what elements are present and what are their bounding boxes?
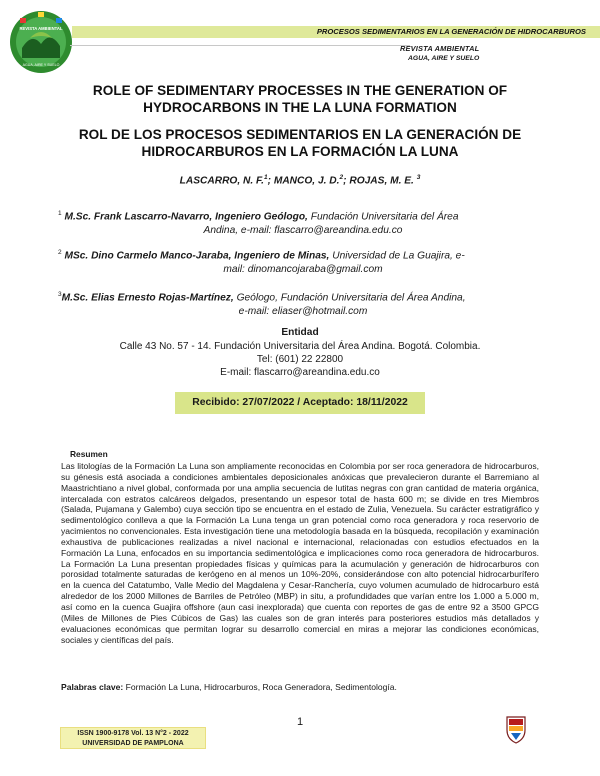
header-divider: [70, 45, 410, 46]
affiliation-email: Andina, e-mail: flascarro@areandina.edu.co: [203, 225, 403, 237]
author-sup: 2: [339, 174, 344, 181]
title-english-line: HYDROCARBONS IN THE LA LUNA FORMATION: [143, 100, 457, 115]
running-title: PROCESOS SEDIMENTARIOS EN LA GENERACIÓN DE HIDROCARBUROS: [316, 27, 586, 36]
university-crest-icon: [505, 714, 527, 744]
affiliation-institution: Geólogo, Fundación Universitaria del Área Andina,: [233, 292, 466, 304]
journal-logo: [8, 8, 74, 76]
issn-text: ISSN 1900-9178 Vol. 13 N°2 - 2022: [77, 730, 189, 737]
logo-text-top: REVISTA AMBIENTAL: [19, 26, 63, 31]
title-spanish: [0, 126, 600, 160]
abstract-body: Las litologías de la Formación La Luna son ampliamente reconocidas en Colombia por ser roca generadora de hidrocarburos, su génesis está asociada a condiciones ambientales deposicionales anóxicas que prevalecieron durante el Barremiano al Maastrichtiano a nivel global, conformada por una amplia secuencia de lutitas negras con gran cantidad de materia orgánica, intercalada con estratos calcáreos delgados, presentando un espesor total de hasta 600 m; se divide en tres Miembros (Salada, Pujamana y Galembo) cuya sección tipo se encuentra en el estado de Zulia, Venezuela. Su carácter estratigráfico y sedimentológico conlleva a que la Formación La Luna tenga un gran potencial como roca generadora y roca reservorio de yacimientos no convencionales. Esta investigación tiene una metodología basada en la búsqueda, recopilación y examinación exhaustiva de publicaciones realizadas a nivel nacional e internacional, relacionadas con estudios efectuados en la Formación La Luna, enfocados en su importancia sedimentológica e implicaciones como roca generadora de hidrocarburos. La Formación La Luna presentan propiedades físicas y químicas para la acumulación y generación de hidrocarburos con porosidad totalmente saturadas de kerógeno en al menos un 10%-20%, considerándose con alto potencial hidrocarburífero en la cuenca del Catatumbo, Valle Medio del Magdalena y Cesar-Ranchería, cuyo volumen acumulado de hidrocarburo está alrededor de los 2000 Millones de Barriles de Petróleo (MBP) in situ, a profundidades que varían entre los 1.000 a 5.000 m, así como en la cuenca Guajira offshore (aun casi inexplorada) que cuenta con reportes de gas de entre 92 a 3500 GPCG (Miles de Millones de Pies Cúbicos de Gas) las cuales son de gran interés para posteriores estudios más detallados y evaluaciones económicas que permitan lograr su desarrollo comercial en miras a mejorar las condiciones económicas, sociales y científicas del país.: [61, 461, 539, 645]
title-spanish-line: ROL DE LOS PROCESOS SEDIMENTARIOS EN LA GENERACIÓN DE: [78, 127, 522, 142]
affiliation-email: e-mail: eliaser@hotmail.com: [238, 306, 368, 318]
affiliation-name: M.Sc. Frank Lascarro-Navarro, Ingeniero Geólogo,: [61, 211, 308, 223]
title-english: [0, 82, 600, 116]
abstract-heading: Resumen: [70, 449, 108, 459]
affiliation-name: MSc. Dino Carmelo Manco-Jaraba, Ingeniero de Minas,: [61, 250, 330, 262]
page-number: 1: [296, 716, 304, 728]
author-list: [0, 174, 600, 186]
affiliation-sup: 1: [58, 210, 62, 217]
affiliation-sup: 3: [58, 291, 62, 298]
entity-phone: Tel: (601) 22 22800: [256, 354, 344, 365]
journal-name: REVISTA AMBIENTAL: [400, 44, 480, 53]
author-name: LASCARRO, N. F.: [179, 175, 264, 187]
affiliation-institution: Universidad de La Guajira, e-: [329, 250, 465, 262]
affiliation-2: [58, 246, 548, 277]
affiliation-3: [58, 288, 548, 319]
author-separator: ;: [267, 175, 274, 187]
journal-name-block: [400, 44, 550, 62]
journal-subtitle: AGUA, AIRE Y SUELO: [408, 55, 480, 62]
university-text: UNIVERSIDAD DE PAMPLONA: [82, 739, 184, 747]
issn-badge: [60, 727, 206, 749]
affiliation-institution: Fundación Universitaria del Área: [307, 211, 459, 223]
title-english-line: ROLE OF SEDIMENTARY PROCESSES IN THE GENERATION OF: [92, 83, 508, 98]
author-separator: ;: [343, 175, 350, 187]
entity-email: E-mail: flascarro@areandina.edu.co: [220, 367, 380, 378]
affiliation-email: mail: dinomancojaraba@gmail.com: [223, 264, 383, 276]
keywords-text: Formación La Luna, Hidrocarburos, Roca Generadora, Sedimentología.: [123, 682, 397, 692]
entity-block: [0, 326, 600, 379]
affiliation-1: [58, 207, 548, 238]
entity-heading: Entidad: [281, 327, 319, 338]
affiliation-sup: 2: [58, 249, 62, 256]
author-name: ROJAS, M. E.: [349, 175, 417, 187]
received-accepted-dates: Recibido: 27/07/2022 / Aceptado: 18/11/2022: [175, 392, 425, 414]
keywords: [61, 682, 539, 693]
title-spanish-line: HIDROCARBUROS EN LA FORMACIÓN LA LUNA: [141, 144, 459, 159]
entity-address: Calle 43 No. 57 - 14. Fundación Universitaria del Área Andina. Bogotá. Colombia.: [119, 341, 481, 352]
logo-text-bottom: AGUA, AIRE Y SUELO: [22, 63, 60, 67]
affiliation-name: M.Sc. Elias Ernesto Rojas-Martínez,: [61, 292, 234, 304]
author-sup: 1: [263, 174, 268, 181]
keywords-label: Palabras clave:: [61, 682, 124, 692]
author-sup: 3: [416, 174, 421, 181]
author-name: MANCO, J. D.: [273, 175, 340, 187]
